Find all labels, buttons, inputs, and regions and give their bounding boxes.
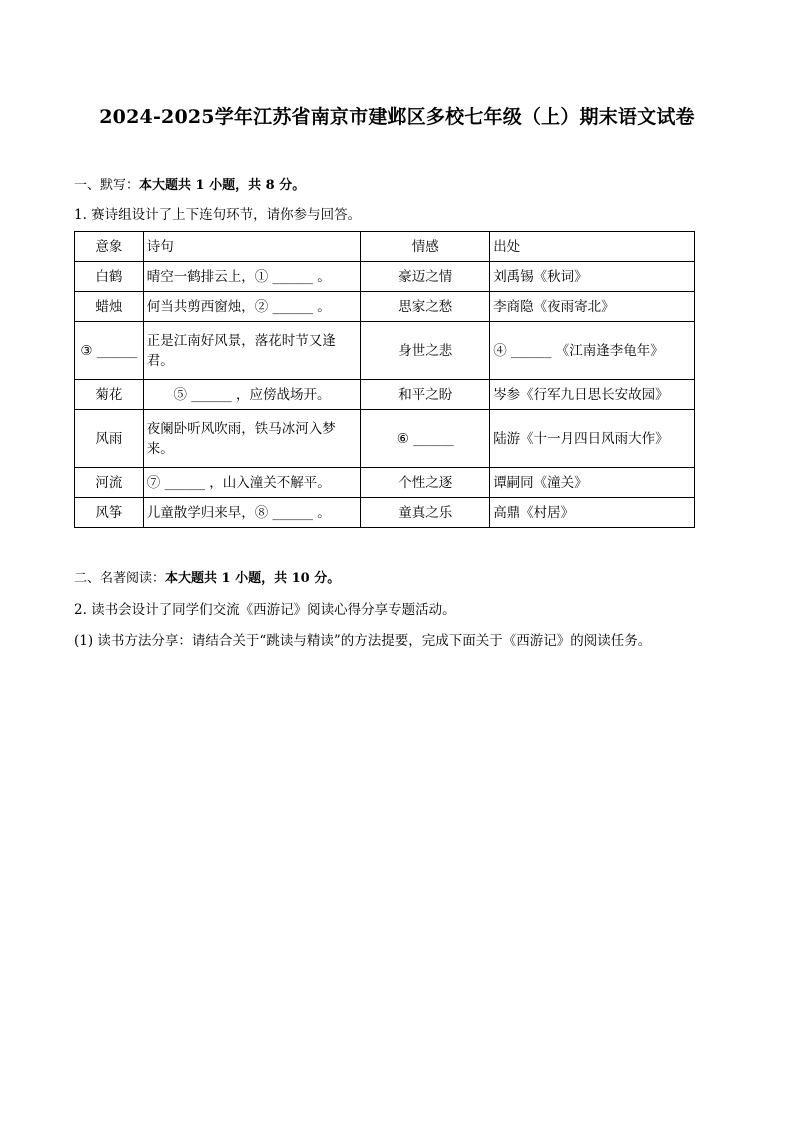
cell-source: 李商隐《夜雨寄北》: [490, 292, 695, 322]
cell-image-blank: ③ ______: [75, 322, 144, 380]
section-1-prefix: 一、默写：: [74, 178, 140, 193]
header-source: 出处: [490, 232, 695, 262]
cell-source: 陆游《十一月四日风雨大作》: [490, 410, 695, 468]
cell-image: 蜡烛: [75, 292, 144, 322]
cell-source: 刘禹锡《秋词》: [490, 262, 695, 292]
section-1-heading: [74, 176, 305, 196]
question-2-prompt: 2. 读书会设计了同学们交流《西游记》阅读心得分享专题活动。: [74, 602, 456, 618]
section-2-prefix: 二、名著阅读：: [74, 571, 166, 586]
cell-verse: 正是江南好风景，落花时节又逢君。: [143, 322, 361, 380]
cell-verse-blank: 儿童散学归来早，⑧ ______ 。: [143, 498, 361, 528]
page-title: 2024-2025学年江苏省南京市建邺区多校七年级（上）期末语文试卷: [99, 106, 695, 128]
cell-feeling: 身世之悲: [361, 322, 490, 380]
table-row: [75, 262, 695, 292]
table-row: [75, 292, 695, 322]
table-row: [75, 380, 695, 410]
cell-verse: 晴空一鹤排云上，① ______ 。: [143, 262, 361, 292]
section-1-description: 本大题共 1 小题，共 8 分。: [139, 178, 306, 193]
cell-feeling: 豪迈之情: [361, 262, 490, 292]
table-row: [75, 498, 695, 528]
cell-feeling: 个性之逐: [361, 468, 490, 498]
cell-feeling: 思家之愁: [361, 292, 490, 322]
cell-image: 菊花: [75, 380, 144, 410]
cell-verse-blank: ⑤ ______ ，应傍战场开。: [143, 380, 361, 410]
section-2-description: 本大题共 1 小题，共 10 分。: [165, 571, 341, 586]
header-verse: 诗句: [143, 232, 361, 262]
cell-verse: 何当共剪西窗烛，② ______ 。: [143, 292, 361, 322]
section-2-heading: [74, 569, 340, 589]
cell-feeling-blank: ⑥ ______: [361, 410, 490, 468]
cell-source: 高鼎《村居》: [490, 498, 695, 528]
question-1-prompt: 1. 赛诗组设计了上下连句环节，请你参与回答。: [74, 207, 362, 223]
cell-verse-blank: ⑦ ______ ，山入潼关不解平。: [143, 468, 361, 498]
table-row: [75, 468, 695, 498]
table-header-row: [75, 232, 695, 262]
cell-image: 风雨: [75, 410, 144, 468]
cell-image: 风筝: [75, 498, 144, 528]
cell-image: 白鹤: [75, 262, 144, 292]
poem-table: [74, 231, 695, 528]
cell-verse: 夜阑卧听风吹雨，铁马冰河入梦来。: [143, 410, 361, 468]
header-feeling: 情感: [361, 232, 490, 262]
cell-feeling: 和平之盼: [361, 380, 490, 410]
cell-source: 岑参《行军九日思长安故园》: [490, 380, 695, 410]
cell-image: 河流: [75, 468, 144, 498]
header-image: 意象: [75, 232, 144, 262]
cell-feeling: 童真之乐: [361, 498, 490, 528]
table-row: [75, 410, 695, 468]
cell-source-blank: ④ ______ 《江南逢李龟年》: [490, 322, 695, 380]
cell-source: 谭嗣同《潼关》: [490, 468, 695, 498]
table-row: [75, 322, 695, 380]
question-2-subquestion-1: (1) 读书方法分享：请结合关于“跳读与精读”的方法提要，完成下面关于《西游记》的阅读任务。: [74, 633, 652, 649]
